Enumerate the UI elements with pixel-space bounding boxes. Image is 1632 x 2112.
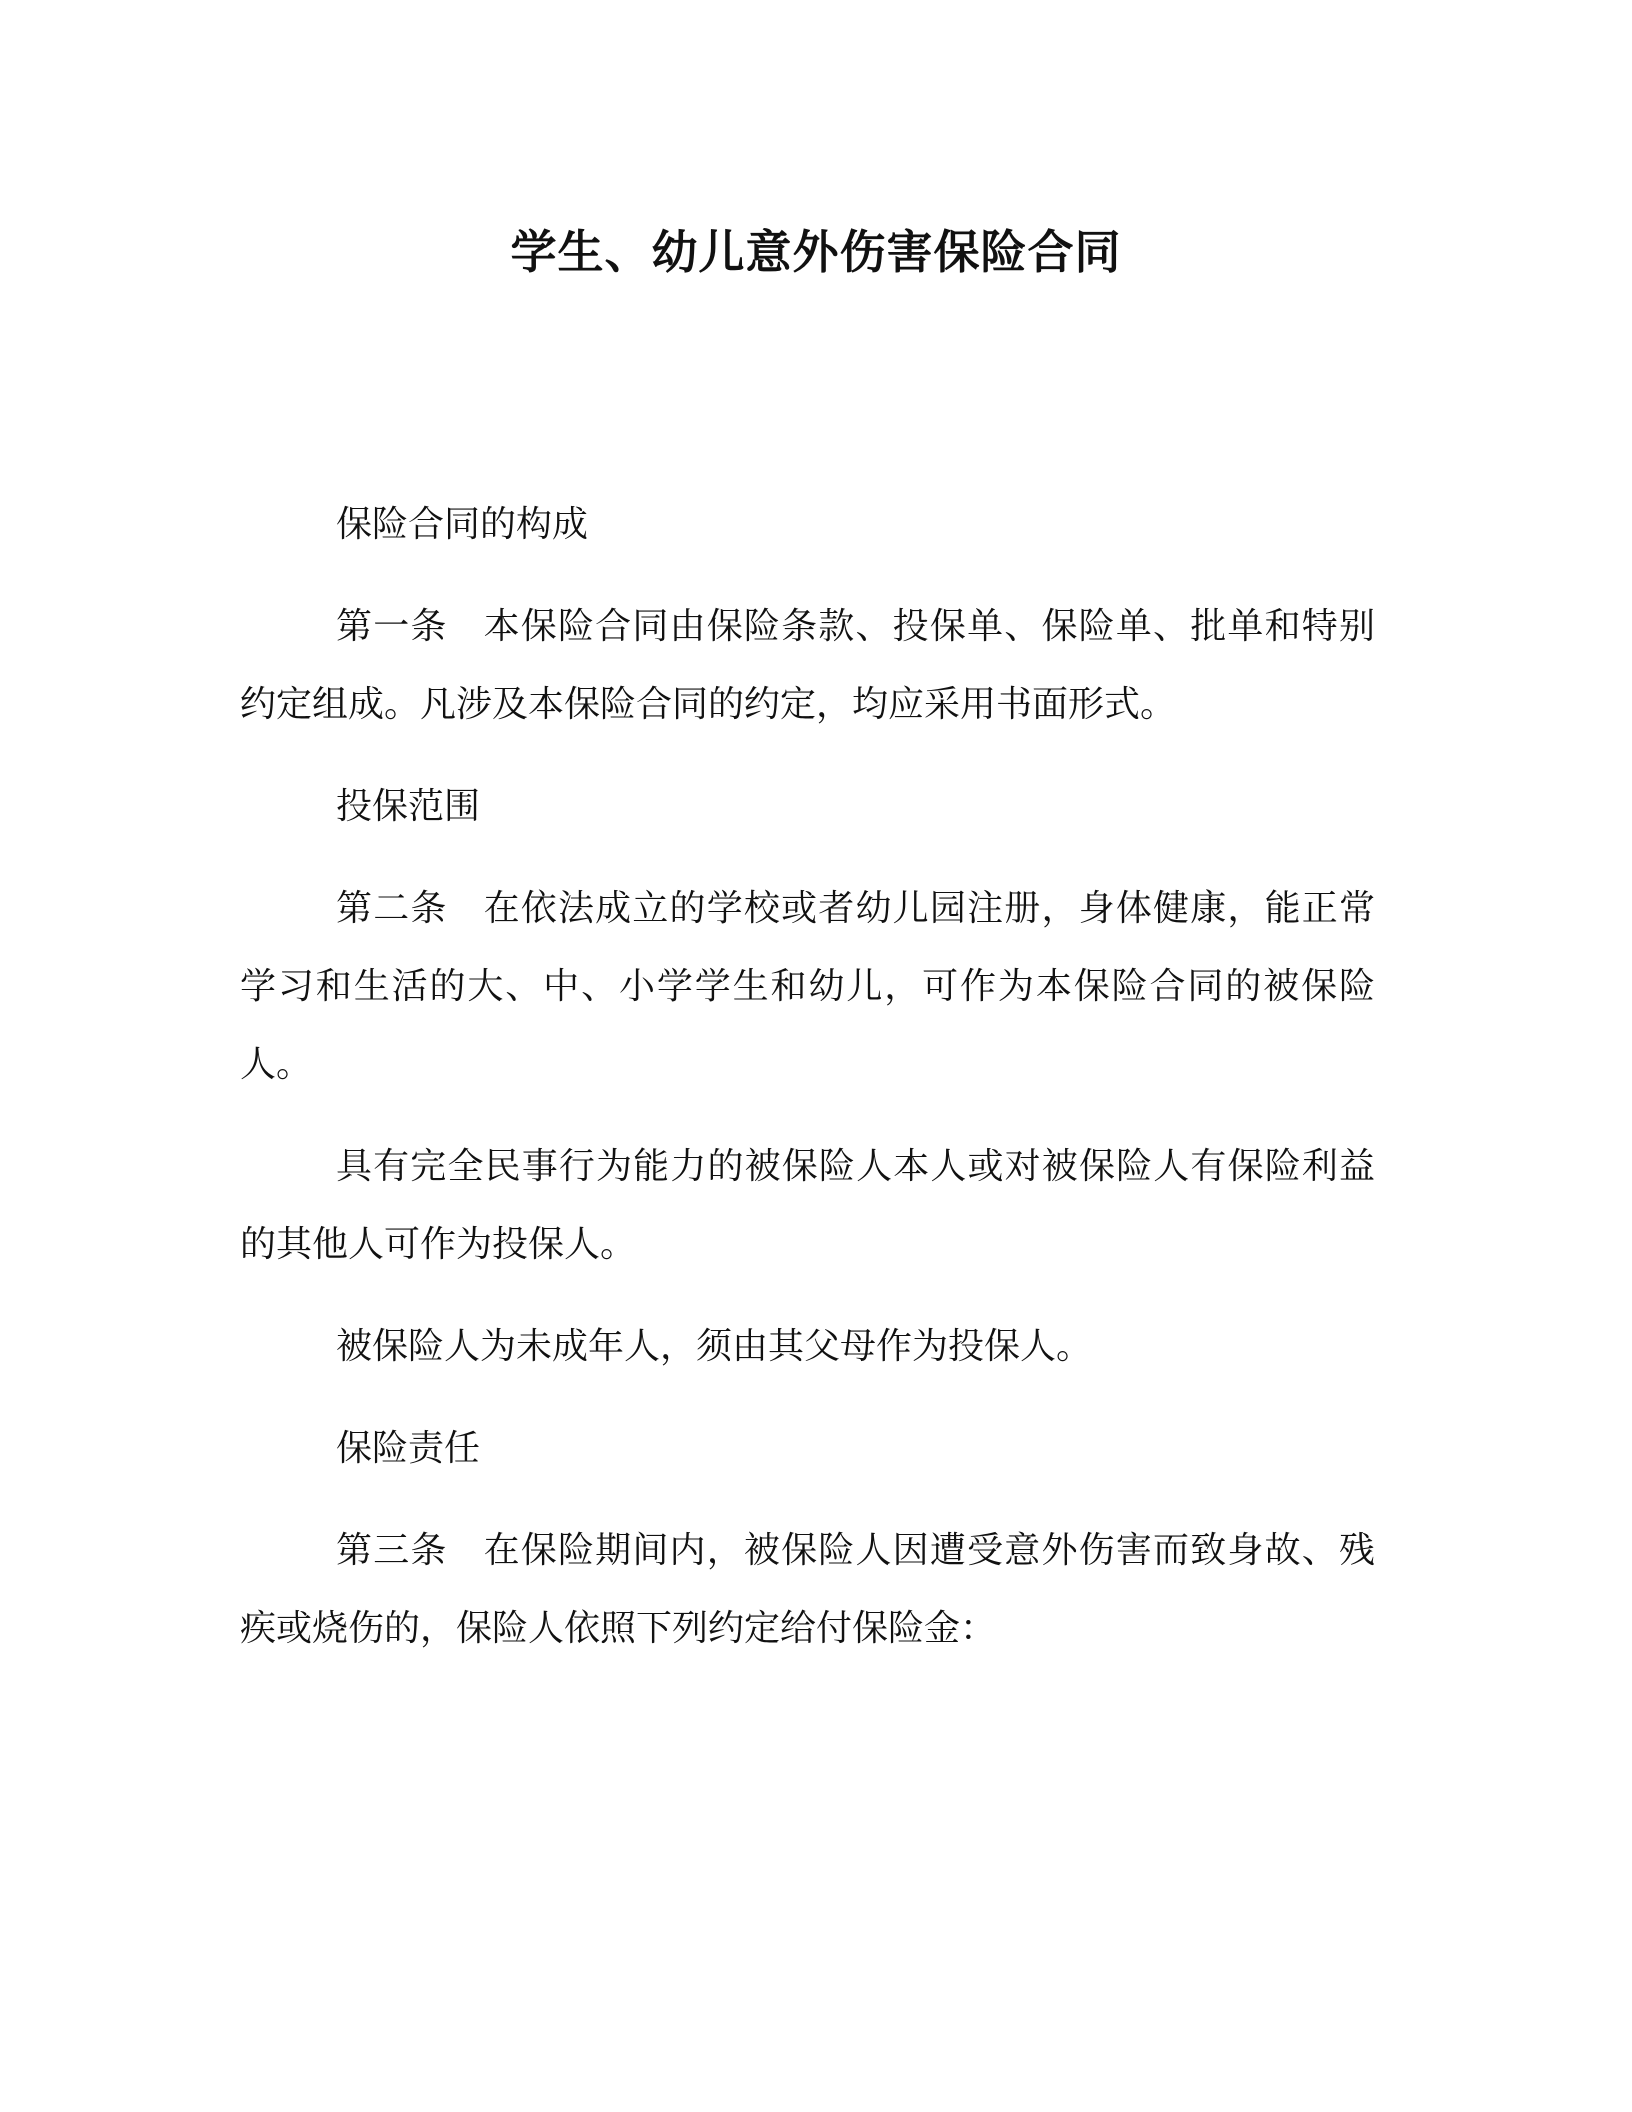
section-heading-composition: 保险合同的构成 [336, 504, 589, 545]
article-text: 本保险合同由保险条款、投保单、保险单、批单和特别约定组成。凡涉及本保险合同的约定，均应采用书面形式。 [240, 606, 1375, 725]
article-label: 第三条 [336, 1530, 448, 1571]
article-2-paragraph [240, 870, 1375, 1104]
section-heading-scope: 投保范围 [336, 786, 481, 827]
document-body [240, 486, 1375, 1692]
article-text: 在依法成立的学校或者幼儿园注册，身体健康，能正常学习和生活的大、中、小学学生和幼儿，可作为本保险合同的被保险人。 [240, 888, 1375, 1085]
article-text: 在保险期间内，被保险人因遭受意外伤害而致身故、残疾或烧伤的，保险人依照下列约定给付保险金： [240, 1530, 1375, 1649]
minor-policyholder-paragraph: 被保险人为未成年人，须由其父母作为投保人。 [336, 1326, 1093, 1367]
article-1-paragraph [240, 588, 1375, 744]
policyholder-paragraph: 具有完全民事行为能力的被保险人本人或对被保险人有保险利益的其他人可作为投保人。 [240, 1146, 1375, 1265]
section-heading-liability: 保险责任 [336, 1428, 481, 1469]
article-label: 第一条 [336, 606, 448, 647]
article-3-paragraph [240, 1512, 1375, 1668]
document-title: 学生、幼儿意外伤害保险合同 [510, 225, 1122, 279]
article-label: 第二条 [336, 888, 448, 929]
